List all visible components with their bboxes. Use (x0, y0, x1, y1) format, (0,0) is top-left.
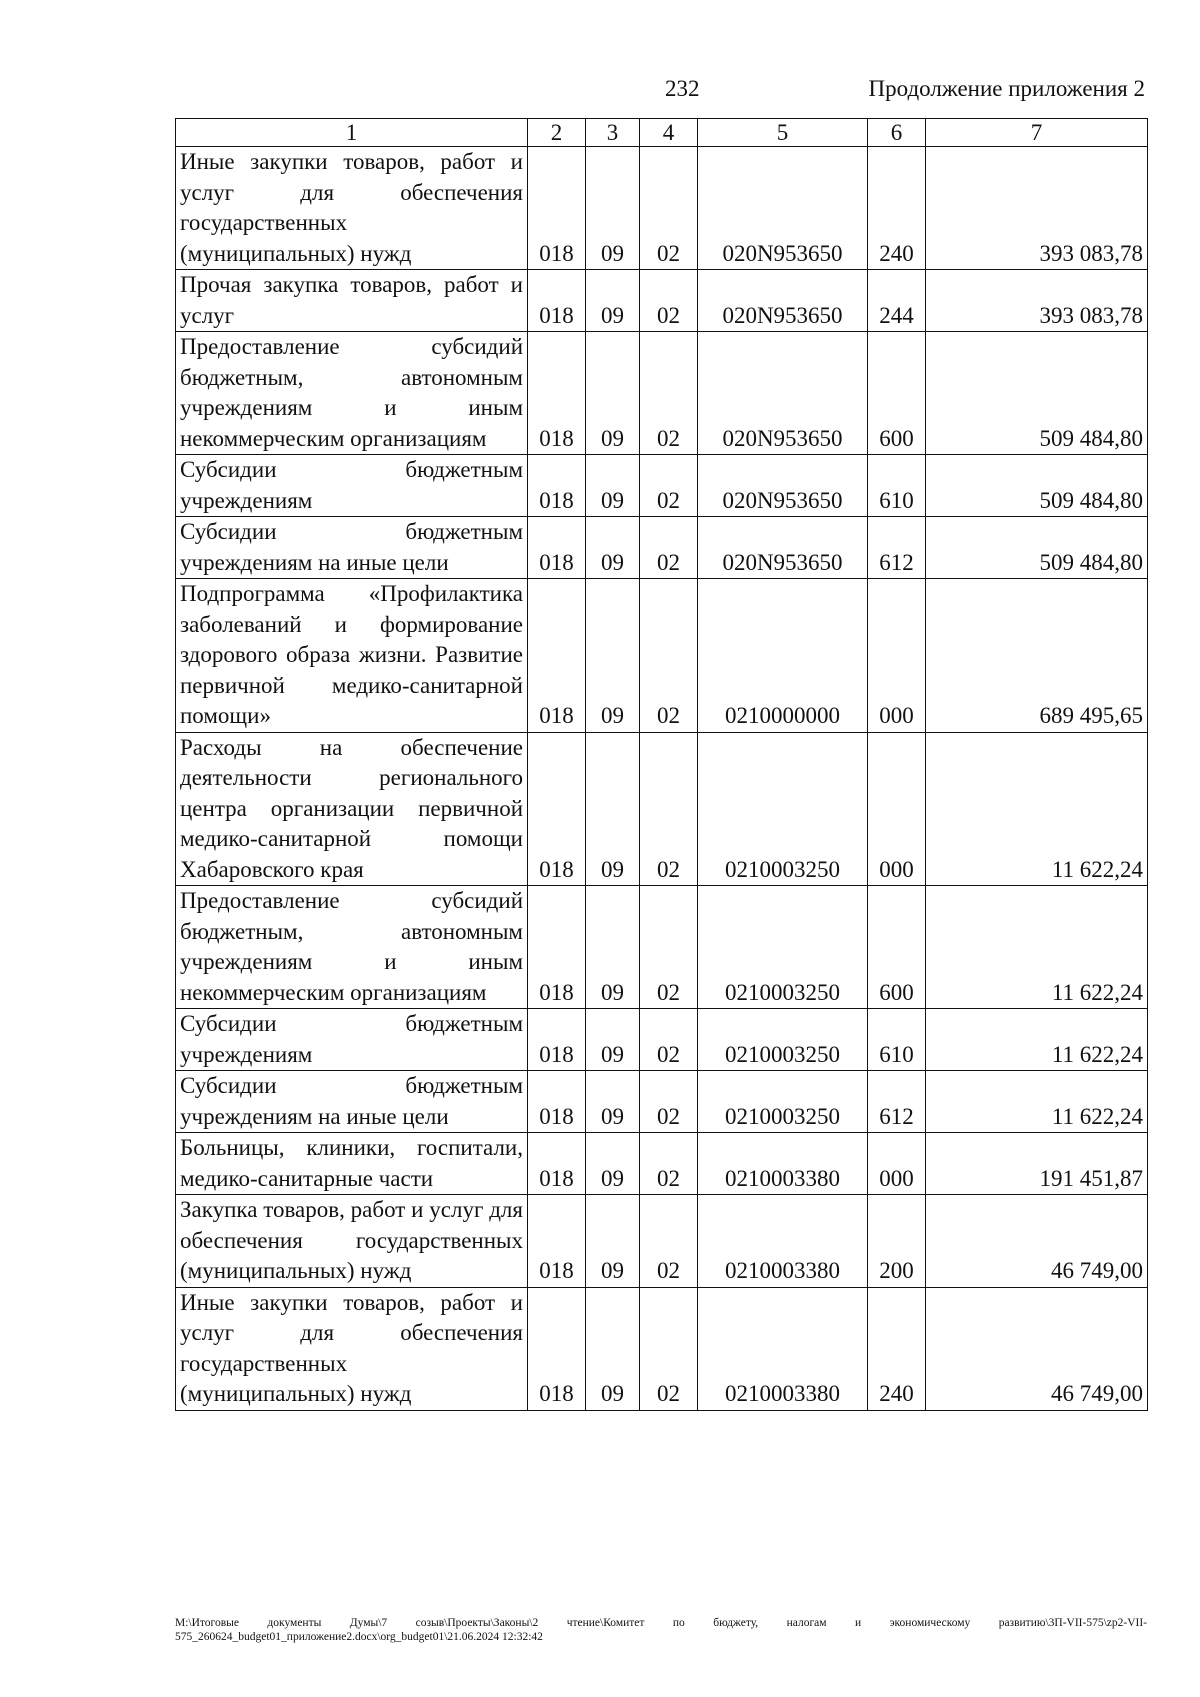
table-row (176, 579, 1148, 733)
row-code-6: 612 (868, 1071, 926, 1133)
row-code-6: 000 (868, 579, 926, 733)
row-amount: 191 451,87 (926, 1133, 1148, 1195)
table-row (176, 1071, 1148, 1133)
row-code-4: 02 (640, 332, 698, 455)
page-number: 232 (665, 76, 700, 101)
row-code-6: 240 (868, 1287, 926, 1410)
document-file-path-footer: М:\Итоговые документы Думы\7 созыв\Проекты\Законы\2 чтение\Комитет по бюджету, налогам и экономическому развитию\3П-VII-575\zp2-VII-575_260624_budget01_приложение2.docx\org_budget01\21.06.2024 12:32:42 (175, 1617, 1147, 1643)
row-description: Предоставление субсидий бюджетным, автономным учреждениям и иным некоммерческим организациям (176, 886, 528, 1009)
row-code-2: 018 (528, 147, 586, 270)
row-code-5: 0210003250 (698, 1071, 868, 1133)
row-code-3: 09 (586, 1133, 640, 1195)
row-description: Подпрограмма «Профилактика заболеваний и формирование здорового образа жизни. Развитие первичной медико-санитарной помощи» (176, 579, 528, 733)
row-code-5: 020N953650 (698, 332, 868, 455)
row-code-3: 09 (586, 270, 640, 332)
row-code-5: 0210003380 (698, 1195, 868, 1288)
row-amount: 393 083,78 (926, 270, 1148, 332)
row-code-2: 018 (528, 1287, 586, 1410)
row-description: Закупка товаров, работ и услуг для обеспечения государственных (муниципальных) нужд (176, 1195, 528, 1288)
column-header-2: 2 (528, 119, 586, 147)
appendix-continuation-label: Продолжение приложения 2 (868, 76, 1145, 101)
row-code-4: 02 (640, 517, 698, 579)
row-code-4: 02 (640, 1009, 698, 1071)
row-code-6: 610 (868, 455, 926, 517)
row-code-2: 018 (528, 517, 586, 579)
row-code-4: 02 (640, 1195, 698, 1288)
row-code-5: 020N953650 (698, 147, 868, 270)
row-code-4: 02 (640, 1071, 698, 1133)
column-header-4: 4 (640, 119, 698, 147)
table-row (176, 1133, 1148, 1195)
row-amount: 11 622,24 (926, 886, 1148, 1009)
row-code-2: 018 (528, 1009, 586, 1071)
row-code-2: 018 (528, 332, 586, 455)
row-code-3: 09 (586, 1195, 640, 1288)
row-description: Иные закупки товаров, работ и услуг для обеспечения государственных (муниципальных) нужд (176, 1287, 528, 1410)
row-code-2: 018 (528, 270, 586, 332)
row-code-5: 0210003380 (698, 1287, 868, 1410)
row-amount: 11 622,24 (926, 732, 1148, 886)
table-row (176, 270, 1148, 332)
row-code-2: 018 (528, 579, 586, 733)
row-code-3: 09 (586, 147, 640, 270)
row-code-6: 600 (868, 332, 926, 455)
row-code-2: 018 (528, 455, 586, 517)
row-amount: 509 484,80 (926, 455, 1148, 517)
table-row (176, 1287, 1148, 1410)
row-code-3: 09 (586, 1287, 640, 1410)
row-code-6: 000 (868, 732, 926, 886)
row-code-4: 02 (640, 270, 698, 332)
row-code-6: 610 (868, 1009, 926, 1071)
row-code-5: 020N953650 (698, 517, 868, 579)
row-code-3: 09 (586, 1009, 640, 1071)
row-code-5: 0210003380 (698, 1133, 868, 1195)
row-description: Субсидии бюджетным учреждениям (176, 1009, 528, 1071)
row-code-2: 018 (528, 1133, 586, 1195)
row-code-3: 09 (586, 732, 640, 886)
row-code-4: 02 (640, 147, 698, 270)
row-code-6: 000 (868, 1133, 926, 1195)
row-code-6: 600 (868, 886, 926, 1009)
row-code-5: 0210000000 (698, 579, 868, 733)
row-code-6: 612 (868, 517, 926, 579)
row-description: Иные закупки товаров, работ и услуг для обеспечения государственных (муниципальных) нужд (176, 147, 528, 270)
row-code-3: 09 (586, 455, 640, 517)
row-amount: 509 484,80 (926, 517, 1148, 579)
row-code-6: 244 (868, 270, 926, 332)
table-row (176, 332, 1148, 455)
column-header-7: 7 (926, 119, 1148, 147)
row-description: Субсидии бюджетным учреждениям на иные цели (176, 1071, 528, 1133)
row-code-3: 09 (586, 886, 640, 1009)
row-amount: 46 749,00 (926, 1287, 1148, 1410)
row-code-5: 020N953650 (698, 455, 868, 517)
row-description: Прочая закупка товаров, работ и услуг (176, 270, 528, 332)
row-code-6: 240 (868, 147, 926, 270)
table-row (176, 732, 1148, 886)
table-row (176, 1195, 1148, 1288)
row-amount: 393 083,78 (926, 147, 1148, 270)
row-code-4: 02 (640, 579, 698, 733)
row-code-4: 02 (640, 1287, 698, 1410)
budget-table (175, 118, 1148, 1411)
column-header-3: 3 (586, 119, 640, 147)
row-code-2: 018 (528, 886, 586, 1009)
row-description: Расходы на обеспечение деятельности регионального центра организации первичной медико-санитарной помощи Хабаровского края (176, 732, 528, 886)
row-code-5: 0210003250 (698, 886, 868, 1009)
column-header-6: 6 (868, 119, 926, 147)
row-code-6: 200 (868, 1195, 926, 1288)
row-amount: 11 622,24 (926, 1009, 1148, 1071)
row-code-3: 09 (586, 1071, 640, 1133)
row-code-3: 09 (586, 579, 640, 733)
row-code-3: 09 (586, 332, 640, 455)
row-amount: 509 484,80 (926, 332, 1148, 455)
column-header-5: 5 (698, 119, 868, 147)
table-row (176, 147, 1148, 270)
row-amount: 689 495,65 (926, 579, 1148, 733)
row-description: Субсидии бюджетным учреждениям (176, 455, 528, 517)
row-code-4: 02 (640, 1133, 698, 1195)
table-row (176, 517, 1148, 579)
row-code-2: 018 (528, 1195, 586, 1288)
row-code-4: 02 (640, 886, 698, 1009)
table-row (176, 1009, 1148, 1071)
table-row (176, 455, 1148, 517)
row-code-4: 02 (640, 455, 698, 517)
row-code-5: 0210003250 (698, 732, 868, 886)
row-code-2: 018 (528, 732, 586, 886)
row-description: Предоставление субсидий бюджетным, автономным учреждениям и иным некоммерческим организациям (176, 332, 528, 455)
row-description: Больницы, клиники, госпитали, медико-санитарные части (176, 1133, 528, 1195)
row-amount: 46 749,00 (926, 1195, 1148, 1288)
column-header-1: 1 (176, 119, 528, 147)
row-code-3: 09 (586, 517, 640, 579)
row-code-5: 020N953650 (698, 270, 868, 332)
row-description: Субсидии бюджетным учреждениям на иные цели (176, 517, 528, 579)
row-amount: 11 622,24 (926, 1071, 1148, 1133)
table-header-row (176, 119, 1148, 147)
row-code-2: 018 (528, 1071, 586, 1133)
row-code-5: 0210003250 (698, 1009, 868, 1071)
row-code-4: 02 (640, 732, 698, 886)
table-row (176, 886, 1148, 1009)
